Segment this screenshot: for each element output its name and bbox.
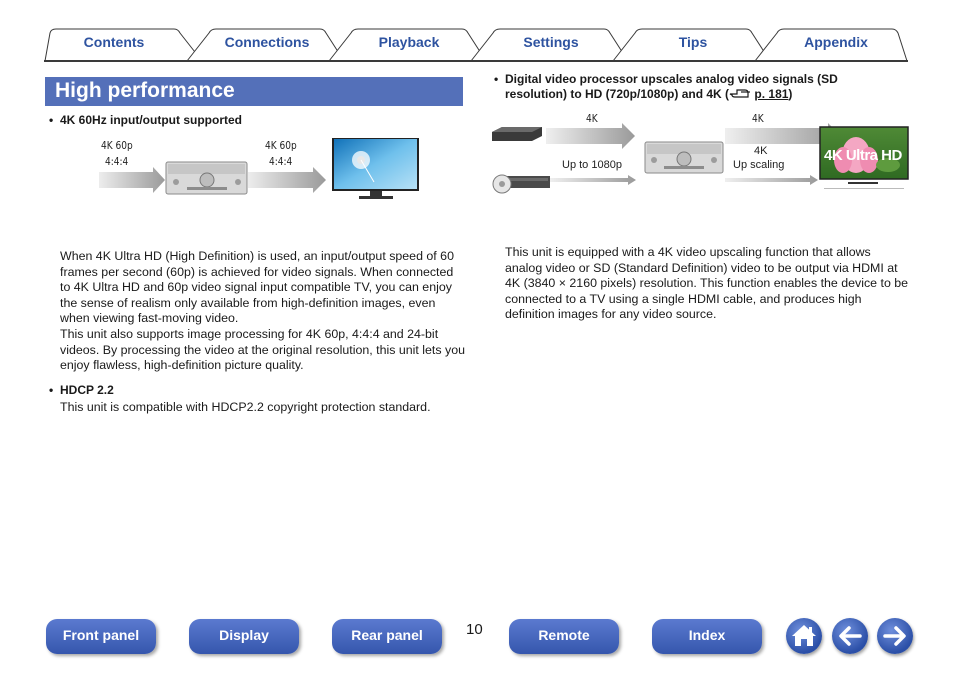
tab-playback[interactable] <box>328 28 488 61</box>
bullet-4k-60hz <box>49 113 440 128</box>
bullet-dot: • <box>49 113 54 127</box>
bullet-text: HDCP 2.2 <box>60 383 114 397</box>
tab-label: Connections <box>224 34 310 50</box>
tab-divider <box>44 60 908 62</box>
bullet-dot: • <box>494 72 499 86</box>
tab-label: Appendix <box>804 34 868 50</box>
arrow-right-icon <box>877 618 913 654</box>
output-4k-scaled-label: 4K <box>754 145 768 157</box>
input-label-line1: 4K 60p <box>101 139 133 152</box>
remote-button[interactable] <box>509 619 619 654</box>
arrow-left-icon <box>832 618 868 654</box>
bullet-text: 4K 60Hz input/output supported <box>60 113 242 127</box>
pointing-hand-icon <box>729 87 751 99</box>
button-label: Front panel <box>62 627 140 643</box>
output-4k-label: 4K <box>752 112 764 125</box>
bullet-upscaling <box>494 72 885 102</box>
button-label: Display <box>219 627 269 643</box>
tab-connections[interactable] <box>186 28 346 61</box>
index-button[interactable] <box>652 619 762 654</box>
tab-label: Settings <box>523 34 579 50</box>
output-label-line1: 4K 60p <box>265 139 297 152</box>
input-4k-label: 4K <box>586 112 598 125</box>
paragraph-60p-intro: When 4K Ultra HD (High Definition) is used, an input/output speed of 60 frames per second (60p) is achieved for video signals. When connected to 4K Ultra HD and 60p video signal input compatible TV, you can enjoy the sense of realism only available from high-definition images, even when viewing fast-moving video. <box>60 249 454 325</box>
tab-tips[interactable] <box>612 28 772 61</box>
tab-appendix[interactable] <box>754 28 908 61</box>
home-button[interactable] <box>786 618 822 654</box>
paragraph-upscaling: This unit is equipped with a 4K video upscaling function that allows analog video or SD (Standard Definition) video to be output via HDMI at 4K (3840 × 2160 pixels) resolution. This function enables the device to be connected to a TV using a single HDMI cable, and produces high definition images for any video source. <box>505 245 909 321</box>
input-1080p-label: Up to 1080p <box>562 159 622 171</box>
tab-label: Tips <box>678 34 708 50</box>
tab-contents[interactable] <box>44 28 204 61</box>
input-label-line2: 4:4:4 <box>105 155 129 168</box>
output-label-line2: 4:4:4 <box>269 155 293 168</box>
tv-caption: 4K Ultra HD <box>824 147 902 164</box>
bullet-dot: • <box>49 383 54 397</box>
diagram-4k-60hz <box>95 138 425 208</box>
back-button[interactable] <box>832 618 868 654</box>
page-title: High performance <box>55 79 235 102</box>
bullet-hdcp <box>49 383 440 398</box>
rear-panel-button[interactable] <box>332 619 442 654</box>
paragraph-image-processing: This unit also supports image processing for 4K 60p, 4:4:4 and 24-bit videos. By processing the video at the original resolution, this unit lets you enjoy flawless, high-definition picture quality. <box>60 327 465 372</box>
bullet-text: Digital video processor upscales analog video signals (SD resolution) to HD (720p/1080p) and 4K <box>505 72 838 101</box>
section-heading-bar <box>45 77 463 106</box>
front-panel-button[interactable] <box>46 619 156 654</box>
tab-label: Contents <box>83 34 145 50</box>
reference-link[interactable]: ( p. 181) <box>725 87 793 101</box>
reference-page[interactable]: p. 181 <box>754 87 789 101</box>
diagram-graphics <box>95 138 425 208</box>
display-button[interactable] <box>189 619 299 654</box>
button-label: Index <box>688 627 726 643</box>
button-label: Rear panel <box>351 627 423 643</box>
forward-button[interactable] <box>877 618 913 654</box>
page-number: 10 <box>466 621 483 638</box>
home-icon <box>786 618 822 654</box>
top-tabs <box>44 28 908 62</box>
output-upscaling-label: Up scaling <box>733 159 785 171</box>
diagram-upscaling <box>488 110 910 200</box>
paragraph-hdcp: This unit is compatible with HDCP2.2 copyright protection standard. <box>60 400 431 414</box>
button-label: Remote <box>538 627 590 643</box>
tab-settings[interactable] <box>470 28 630 61</box>
tab-label: Playback <box>378 34 440 50</box>
